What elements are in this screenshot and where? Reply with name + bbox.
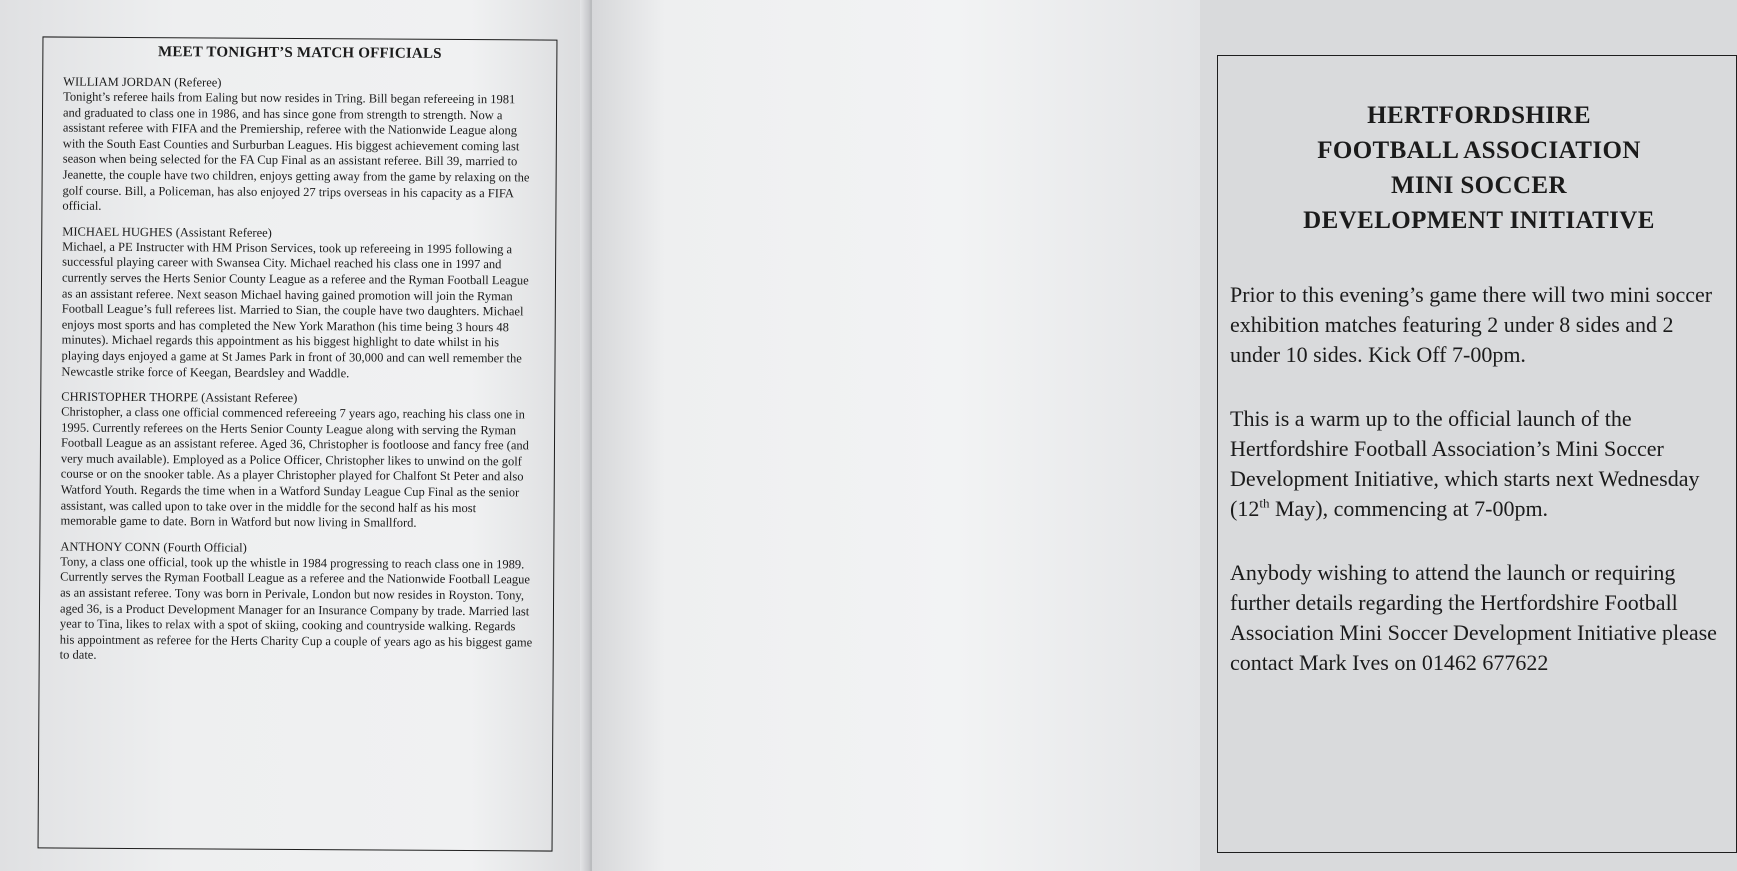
officials-panel <box>38 36 558 851</box>
launch-text-end: May), commencing at 7-00pm. <box>1269 496 1549 521</box>
official-bio: Michael, a PE Instructer with HM Prison Services, took up refereeing in 1995 following a successful playing career with Swansea City. Michael reached his class one in 1997 and currently serves the Herts Senior County League as a referee and the Ryman Football League as an assistant referee. Next season Michael having gained promotion will join the Ryman Football League’s full referees list. Married to Sian, the couple have two daughters. Michael enjoys most sports and has completed the New York Marathon (his time being 3 hours 48 minutes). Michael regards this appointment as his biggest highlight to date whilst in his playing days enjoyed a game at St James Park in front of 30,000 and can well remember the Newcastle strike force of Keegan, Beardsley and Waddle. <box>61 239 529 380</box>
official-name: ANTHONY CONN (Fourth Official) <box>60 539 247 555</box>
official-entry <box>61 224 535 382</box>
contact-paragraph: Anybody wishing to attend the launch or requiring further details regarding the Hertfordshire Football Association Mini Soccer Development Initiative please contact Mark Ives on 01462 677622 <box>1230 560 1717 675</box>
official-bio: Christopher, a class one official commenced refereeing 7 years ago, reaching his class one in 1995. Currently referees on the Herts Senior County League along with serving the Ryman Football League as an assistant referee. Aged 36, Christopher is footloose and fancy free (and very much available). Employed as a Police Officer, Christopher likes to unwind on the golf course or on the snooker table. As a player Christopher played for Chalfont St Peter and also Watford Youth. Regards the time when in a Watford Sunday League Cup Final as the senior assistant, was called upon to take over in the middle for the second half as his most memorable game to date. Born in Watford but now living in Smallford. <box>60 404 529 530</box>
mini-soccer-panel <box>1217 55 1737 853</box>
launch-paragraph <box>1230 404 1728 524</box>
official-bio: Tonight’s referee hails from Ealing but now resides in Tring. Bill began refereeing in 1981 and graduated to class one in 1986, and has since gone from strength to strength. Now a assistant referee with FIFA and the Premiership, referee with the Nationwide League along with the South East Counties and Surburban Leagues. His biggest achievement coming last season when being selected for the FA Cup Final as an assistant referee. Bill 39, married to Jeanette, the couple have two children, enjoys getting away from the game by relaxing on the golf course. Bill, a Policeman, has also enjoyed 27 trips overseas in his capacity as a FIFA official. <box>62 89 530 213</box>
title-line: DEVELOPMENT INITIATIVE <box>1303 207 1655 234</box>
official-name: WILLIAM JORDAN (Referee) <box>63 74 222 90</box>
official-bio: Tony, a class one official, took up the whistle in 1984 progressing to reach class one in 1989. Currently serves the Ryman Football League as a referee and the Nationwide Football League as an assistant referee. Tony was born in Perivale, London but now resides in Royston. Tony, aged 36, is a Product Development Manager for an Insurance Company by trade. Married last year to Tina, likes to relax with a spot of skiing, cooking and countryside walking. Regards his appointment as referee for the Herts Charity Cup a couple of years ago as his biggest game to date. <box>59 554 533 663</box>
initiative-title <box>1230 98 1728 238</box>
official-name: CHRISTOPHER THORPE (Assistant Referee) <box>61 389 298 406</box>
left-page <box>0 0 588 871</box>
right-page <box>592 0 1717 871</box>
title-line: FOOTBALL ASSOCIATION <box>1317 137 1641 164</box>
official-name: MICHAEL HUGHES (Assistant Referee) <box>62 224 272 240</box>
launch-text-start: This is a warm up to the official launch of the Hertfordshire Football Association’s Mini Soccer Development Initiative, which starts next Wednesday (12 <box>1230 406 1700 521</box>
officials-title: MEET TONIGHT’S MATCH OFFICIALS <box>157 44 442 62</box>
official-entry <box>62 75 536 218</box>
title-line: HERTFORDSHIRE <box>1367 102 1591 129</box>
ordinal-suffix: th <box>1259 495 1270 511</box>
exhibition-paragraph: Prior to this evening’s game there will two mini soccer exhibition matches featuring 2 under 8 sides and 2 under 10 sides. Kick Off 7-00pm. <box>1230 282 1713 367</box>
title-line: MINI SOCCER <box>1391 172 1567 199</box>
official-entry <box>60 390 534 533</box>
official-entry <box>60 539 534 666</box>
